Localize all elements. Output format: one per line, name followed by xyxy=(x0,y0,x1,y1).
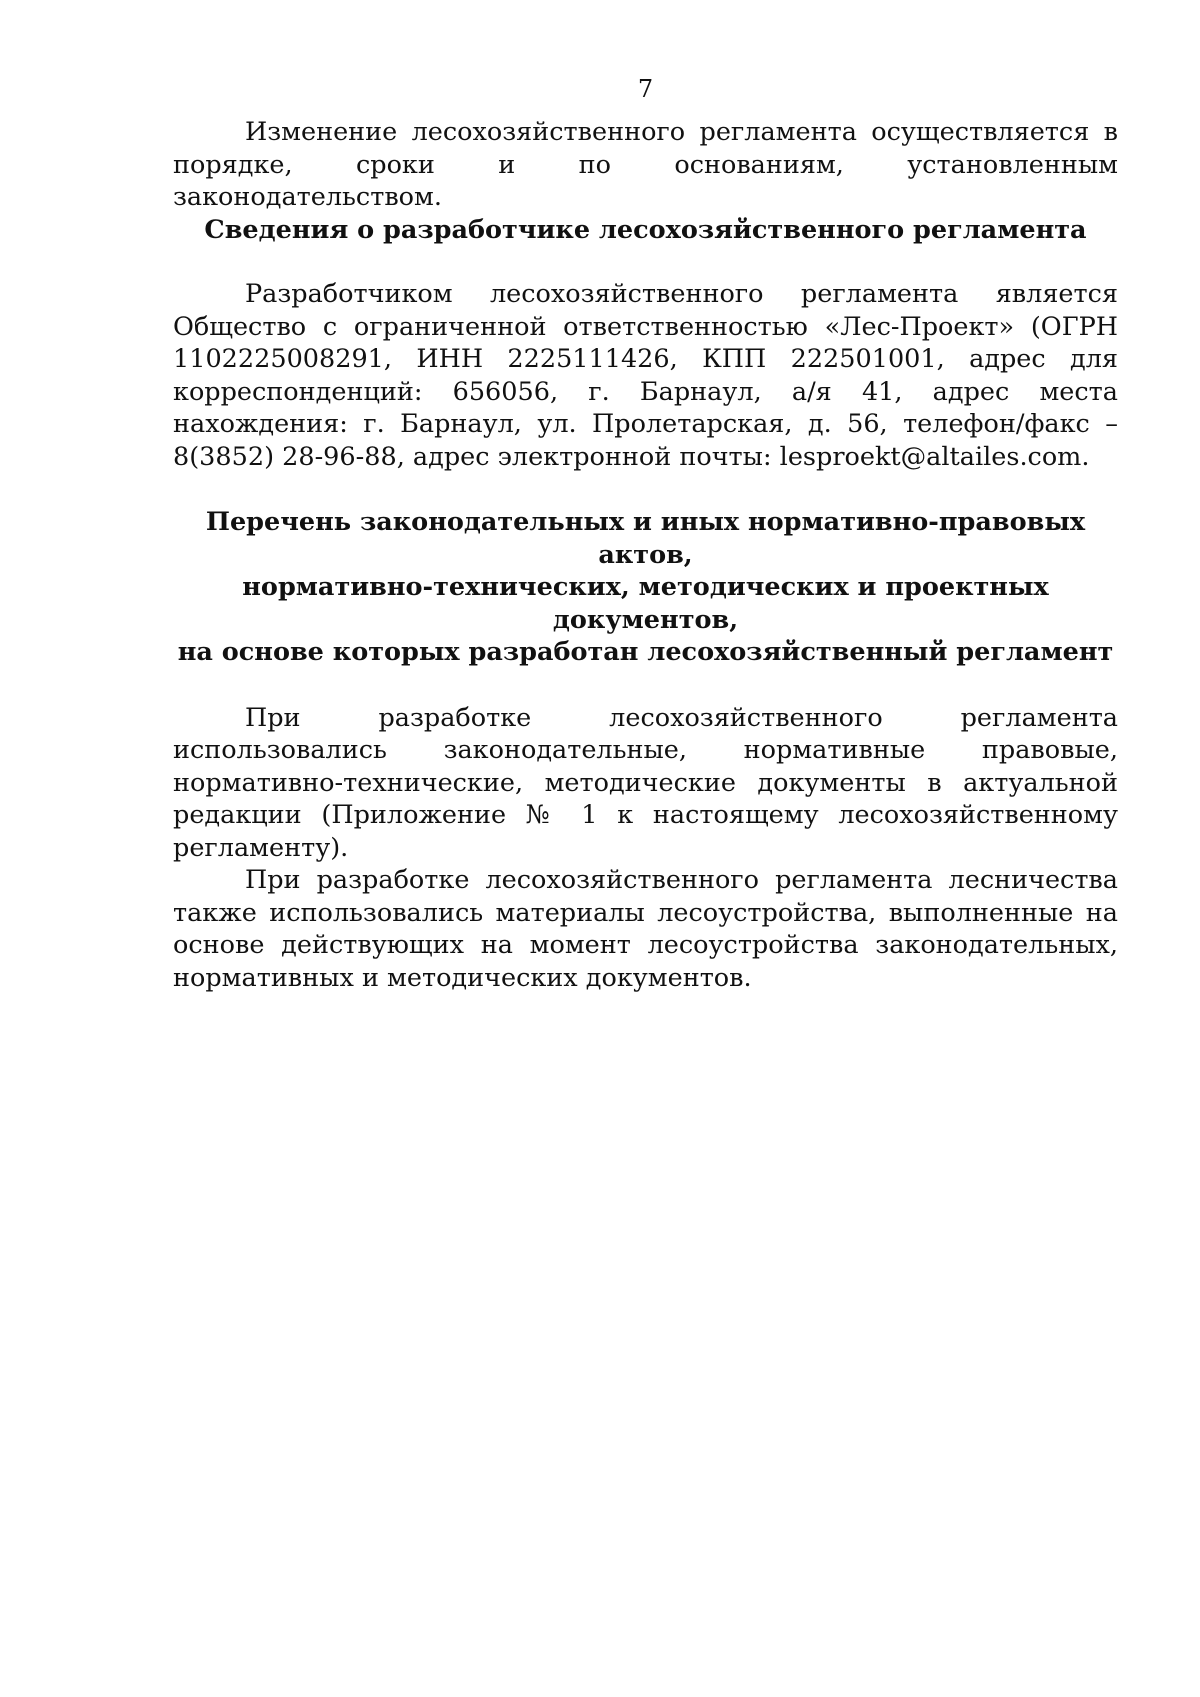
spacer xyxy=(173,246,1118,278)
paragraph-developer: Разработчиком лесохозяйственного регламента является Общество с ограниченной ответственностью «Лес-Проект» (ОГРН 1102225008291, ИНН 2225111426, КПП 222501001, адрес для корреспонденций: 656056, г. Барнаул, а/я 41, адрес места нахождения: г. Барнаул, ул. Пролетарская, д. 56, телефон/факс – 8(3852) 28-96-88, адрес электронной почты: lesproekt@altailes.com. xyxy=(173,279,1118,472)
paragraph-forest-inventory: При разработке лесохозяйственного регламента лесничества также использовались материалы лесоустройства, выполненные на основе действующих на момент лесоустройства законодательных, нормативных и методических документов. xyxy=(173,865,1118,993)
heading-line: на основе которых разработан лесохозяйственный регламент xyxy=(177,637,1114,667)
heading-documents-list xyxy=(173,506,1118,669)
page-number: 7 xyxy=(637,75,654,103)
paragraph-amendment: Изменение лесохозяйственного регламента осуществляется в порядке, сроки и по основаниям, установленным законодательством. xyxy=(173,117,1118,212)
heading-line: Перечень законодательных и иных нормативно-правовых актов, xyxy=(205,507,1086,570)
heading-developer: Сведения о разработчике лесохозяйственного регламента xyxy=(204,214,1087,245)
paragraph-documents-used: При разработке лесохозяйственного регламента использовались законодательные, нормативные правовые, нормативно-технические, методические документы в актуальной редакции (Приложение № 1 к настоящему лесохозяйственному регламенту). xyxy=(173,702,1118,863)
spacer xyxy=(173,669,1118,702)
spacer xyxy=(173,473,1118,506)
heading-line: нормативно-технических, методических и проектных документов, xyxy=(242,572,1049,635)
page-content xyxy=(173,72,1118,994)
